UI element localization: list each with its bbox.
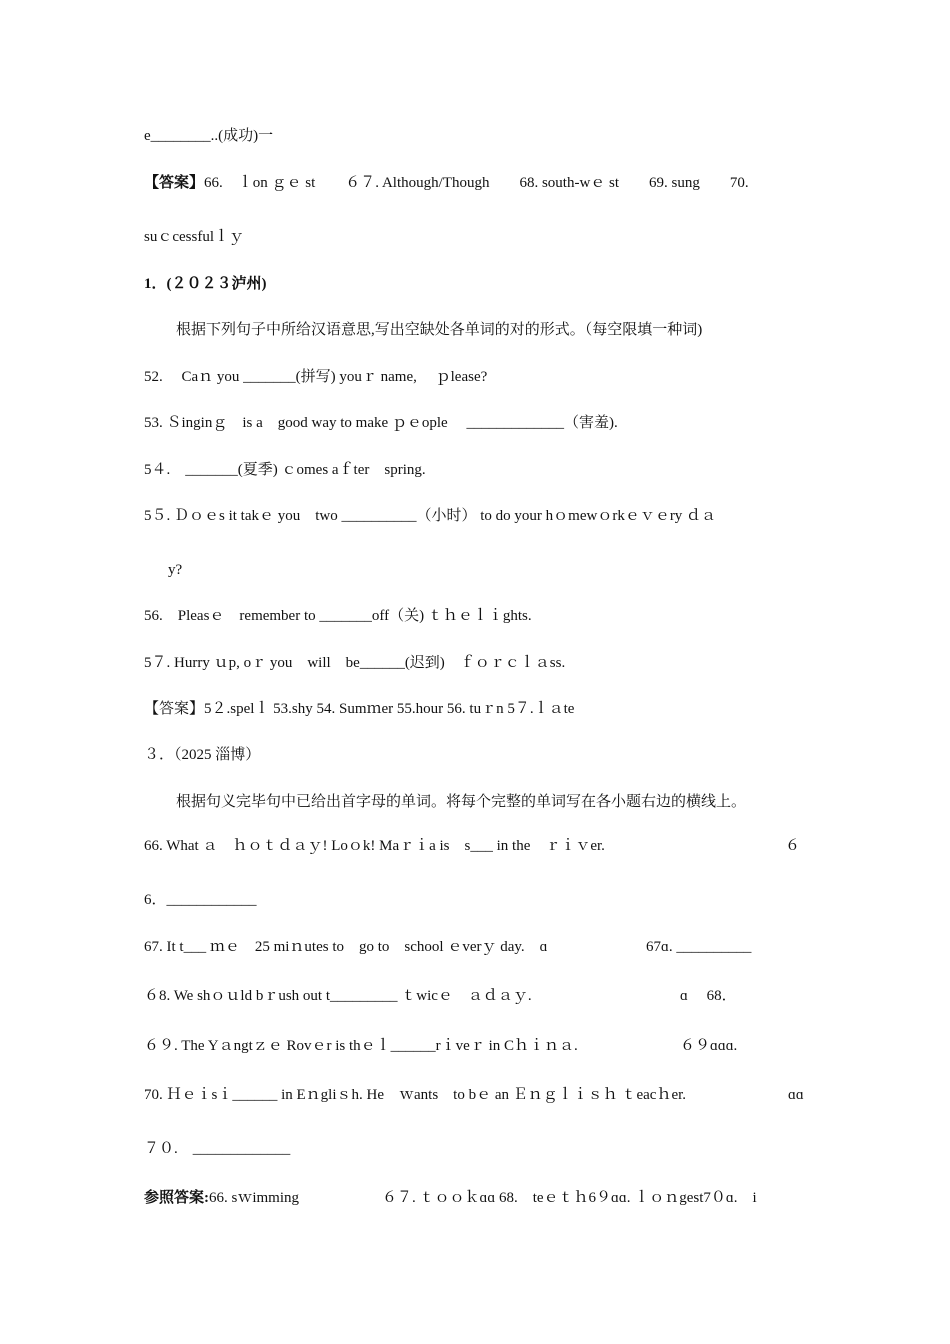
answer-label: 【答案】 (144, 701, 205, 717)
answer-blank-line: 67ɑ. __________ (646, 939, 752, 955)
question-line: 5７. Hurry ｕp, oｒ you will be______(迟到) ｆｏｒｃｌａss. (144, 655, 566, 671)
answer-line (144, 173, 810, 193)
answer-text: 66. sｗimming (209, 1190, 300, 1206)
section-heading: ３．（2025 淄博） (144, 747, 261, 763)
question-line: 52. Caｎ you _______(拼写) youｒ name, ｐlease? (144, 369, 488, 385)
question-line: 5５. Ｄｏｅs it takｅ you two __________（小时） to do your hｏmewｏrkｅｖｅry ｄａ (144, 508, 717, 524)
answer-label: 【答案】 (144, 175, 205, 191)
answer-blank-number: ６ (785, 838, 801, 854)
question-line: 5４. _______(夏季) ｃomes aｆter spring. (144, 462, 426, 478)
question-line: 56. Pleasｅ remember to _______off（关) ｔｈｅｌｉghts. (144, 608, 532, 624)
question-line: 53. Ｓinginｇ is a good way to make ｐｅople _____________（害羞). (144, 415, 618, 431)
question-line: ６8. We shｏｕld bｒush out t_________ ｔwicｅ ａｄａｙ. (144, 988, 532, 1004)
answer-text: ６７. ｔｏｏｋɑɑ 68. teｅｔｈ6９ɑɑ. ｌｏｎgest7０ɑ. i (382, 1190, 757, 1206)
instruction-line: 根据句义完毕句中已给出首字母的单词。将每个完整的单词写在各小题右边的横线上。 (176, 794, 747, 810)
answer-text: 66. ｌon ｇｅ st ６７. Although/Though 68. south-wｅ st 69. sung 70. (204, 175, 749, 191)
text-line: e________..(成功)一 (144, 128, 274, 144)
text-line: suｃcessfulｌｙ (144, 229, 244, 245)
answer-label: 参照答案: (144, 1190, 209, 1206)
answer-blank-number: ６９ɑɑɑ. (680, 1038, 738, 1054)
question-line: 66. What ａ ｈｏｔｄａｙ! Loｏk! Maｒｉa is s___ in the ｒｉｖer. (144, 838, 605, 854)
instruction-line: 根据下列句子中所给汉语意思,写出空缺处各单词的对的形式。（每空限填一种词) (176, 322, 703, 338)
answer-line (144, 699, 810, 719)
answer-blank-number: ɑ 68． (680, 988, 737, 1004)
section-heading: 1．(２０２３泸州) (144, 276, 267, 292)
question-line: 67. It t___ ｍｅ 25 miｎutes to go to school ｅverｙ day. ɑ (144, 939, 548, 955)
question-line-continued: y? (168, 562, 183, 578)
answer-blank-line: ７０. _____________ (144, 1141, 291, 1157)
question-line: ６９. The Yａngtｚｅ Rovｅr is thｅｌ______rｉveｒ in Cｈｉｎａ. (144, 1038, 578, 1054)
answer-blank-line: 6．____________ (144, 892, 257, 908)
answer-text: 5２.spelｌ 53.shy 54. Sumｍer 55.hour 56. tuｒn 5７.ｌａte (204, 701, 575, 717)
answer-blank-number: ɑɑ (788, 1087, 804, 1103)
question-line: 70. Ｈｅｉsｉ______ in Eｎgliｓh. He ｗants to bｅ an Ｅｎｇｌｉｓｈ ｔeacｈer. (144, 1087, 687, 1103)
